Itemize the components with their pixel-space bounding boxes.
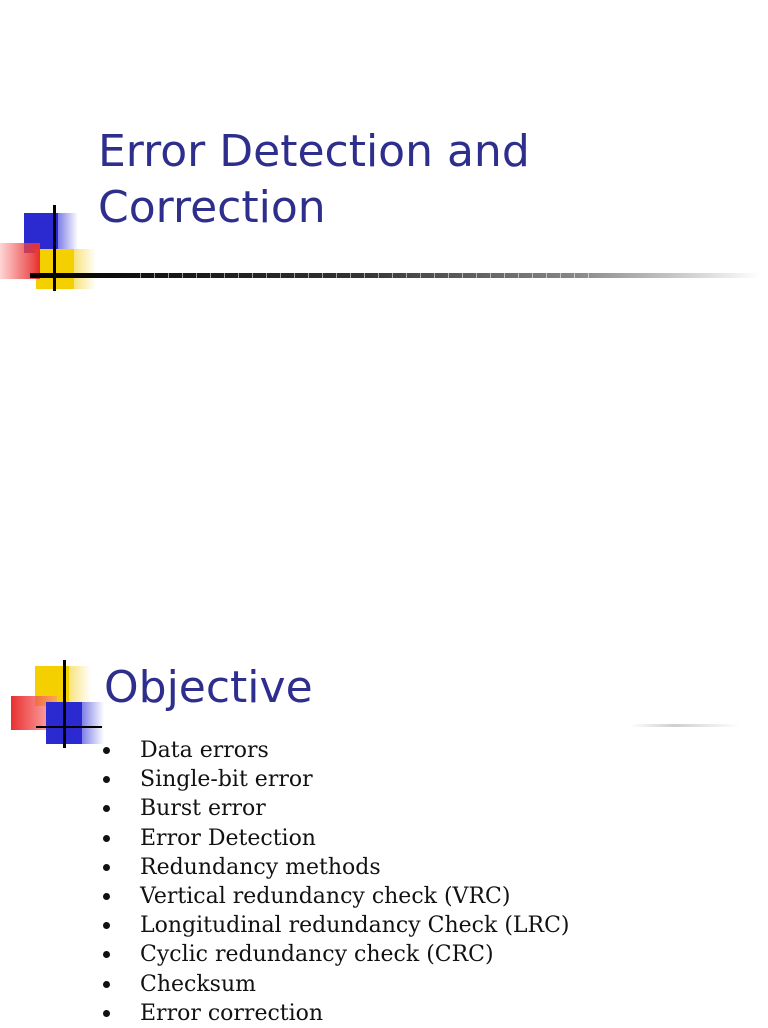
list-item: Error Detection — [100, 824, 570, 853]
list-item: Cyclic redundancy check (CRC) — [100, 940, 570, 969]
objective-list — [100, 736, 570, 1028]
bullet-icon — [103, 747, 110, 754]
list-item: Longitudinal redundancy Check (LRC) — [100, 911, 570, 940]
bullet-icon — [103, 1010, 110, 1017]
objective-underline — [630, 724, 740, 727]
slide-title — [98, 124, 530, 236]
list-item: Redundancy methods — [100, 853, 570, 882]
list-item: Checksum — [100, 970, 570, 999]
bullet-icon — [103, 981, 110, 988]
bullet-icon — [103, 864, 110, 871]
list-item: Single-bit error — [100, 765, 570, 794]
slide-title-line-1: Error Detection and — [98, 126, 530, 177]
list-item: Vertical redundancy check (VRC) — [100, 882, 570, 911]
bullet-icon — [103, 893, 110, 900]
slide-title-line-2: Correction — [98, 182, 326, 233]
bullet-icon — [103, 951, 110, 958]
bullet-icon — [103, 835, 110, 842]
bullet-icon — [103, 805, 110, 812]
bullet-icon — [103, 776, 110, 783]
objective-title: Objective — [104, 662, 313, 713]
decorative-squares-logo — [0, 205, 100, 295]
objective-slide — [0, 620, 768, 1024]
list-item: Burst error — [100, 794, 570, 823]
list-item: Error correction — [100, 999, 570, 1028]
list-item: Data errors — [100, 736, 570, 765]
title-underline-ticks — [140, 273, 590, 278]
bullet-icon — [103, 922, 110, 929]
